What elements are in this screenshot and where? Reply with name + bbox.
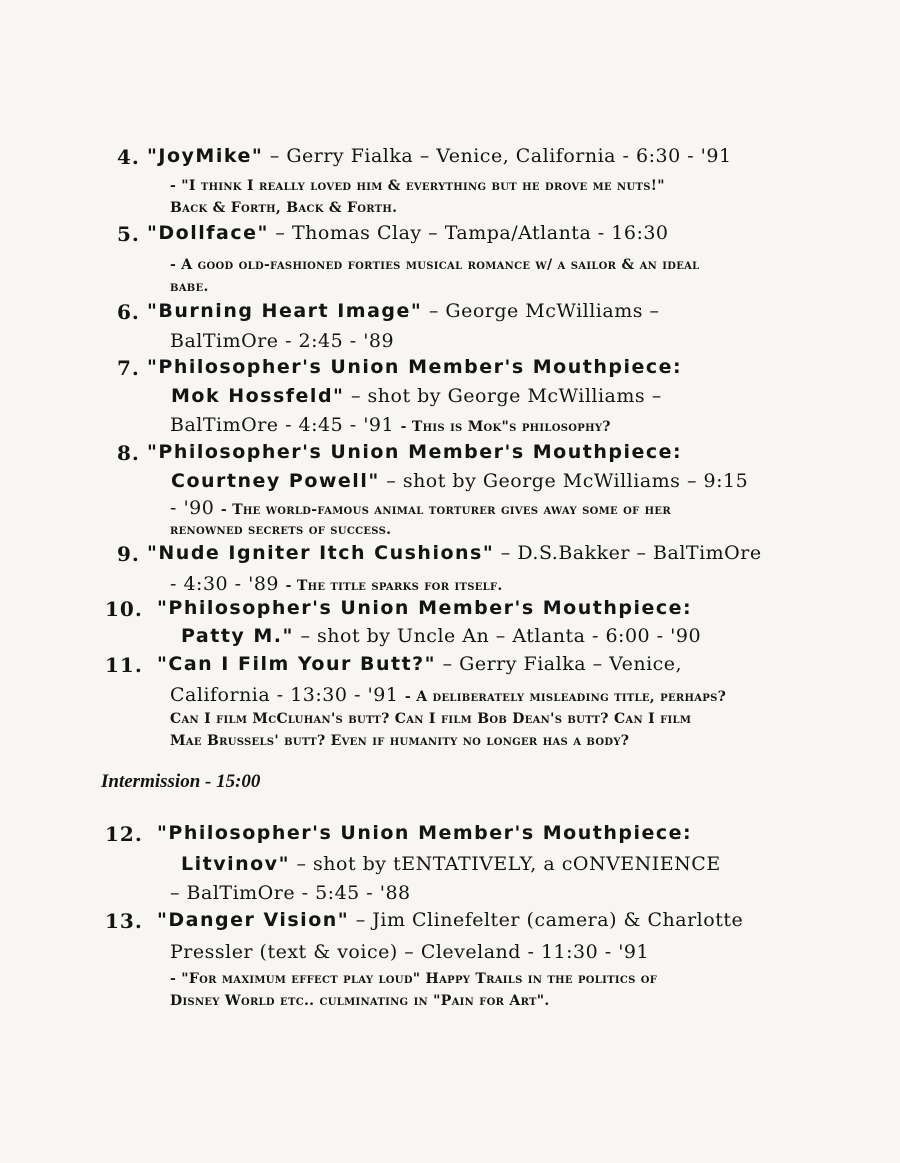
film-title: "Dollface" [147,222,269,244]
film-title: "Nude Igniter Itch Cushions" [147,542,495,564]
film-title: Patty M." [181,625,294,647]
film-description: babe. [170,279,209,295]
entry-line [170,330,394,352]
entry-number: 11. [105,653,143,677]
entry-line [171,385,662,407]
film-description: - "For maximum effect play loud" Happy Trails in the politics of [170,971,658,987]
entry-number: 7. [117,356,140,380]
film-credit: – Gerry Fialka – Venice, [436,653,683,675]
film-description: - "I think I really loved him & everything but he drove me nuts!" [170,178,665,194]
film-credit: – D.S.Bakker – BalTimOre [494,542,762,564]
film-title: "Danger Vision" [157,909,350,931]
film-credit: BalTimOre - 4:45 - '91 [170,414,401,436]
entry-line [170,414,611,436]
film-title: Courtney Powell" [171,470,380,492]
film-description: Back & Forth, Back & Forth. [170,200,398,216]
film-credit: - 4:30 - '89 [170,573,286,595]
film-credit: BalTimOre - 2:45 - '89 [170,330,395,352]
entry-line [147,300,660,322]
film-credit: - '90 [170,497,221,519]
film-credit: – shot by tENTATIVELY, a cONVENIENCE [289,853,721,875]
entry-line [170,941,649,963]
film-description: Disney World etc.. culminating in "Pain for Art". [170,993,550,1009]
entry-number: 9. [117,542,140,566]
film-description: - The world-famous animal torturer gives away some of her [220,502,671,518]
entry-line [170,684,726,706]
entry-line [147,222,669,244]
entry-line [170,573,503,595]
entry-line [170,968,657,987]
entry-line [170,708,691,727]
film-credit: – Gerry Fialka – Venice, California - 6:30 - '91 [263,145,732,167]
film-credit: – BalTimOre - 5:45 - '88 [170,882,411,904]
film-title: "Philosopher's Union Member's Mouthpiece: [147,441,683,463]
entry-line [157,653,682,675]
film-description: - This is Mok"s philosophy? [400,419,611,435]
film-title: "Can I Film Your Butt?" [157,653,437,675]
entry-number: 12. [105,822,143,846]
entry-line [147,356,682,378]
film-title: "Burning Heart Image" [147,300,423,322]
film-title: Mok Hossfeld" [171,385,345,407]
film-description: - A deliberately misleading title, perhaps? [404,689,727,705]
film-description: Mae Brussels' butt? Even if humanity no longer has a body? [170,733,630,749]
entry-line [170,882,411,904]
film-title: "Philosopher's Union Member's Mouthpiece: [157,597,693,619]
film-credit: – shot by George McWilliams – [344,385,662,407]
entry-number: 13. [105,909,143,933]
intermission-heading: Intermission - 15:00 [101,771,261,792]
entry-line [170,497,671,519]
entry-line [157,597,692,619]
entry-line [170,197,397,216]
film-description: Can I film McCluhan's butt? Can I film Bob Dean's butt? Can I film [170,711,692,727]
film-credit: Pressler (text & voice) – Cleveland - 11:30 - '91 [170,941,650,963]
entry-line [147,441,682,463]
film-credit: California - 13:30 - '91 [170,684,405,706]
entry-line [147,145,732,167]
entry-line [147,542,762,564]
entry-number: 5. [117,222,140,246]
entry-line [181,853,721,875]
entry-line [170,276,209,295]
entry-line [157,822,692,844]
entry-line [170,519,391,538]
entry-number: 6. [117,300,140,324]
film-title: "Philosopher's Union Member's Mouthpiece: [157,822,693,844]
entry-line [170,254,700,273]
film-title: "JoyMike" [147,145,264,167]
film-title: Litvinov" [181,853,290,875]
entry-number: 4. [117,145,140,169]
film-description: renowned secrets of success. [170,522,392,538]
film-credit: – shot by George McWilliams – 9:15 [379,470,749,492]
entry-line [170,730,629,749]
film-description: - A good old-fashioned forties musical romance w/ a sailor & an ideal [170,257,700,273]
entry-line [170,990,550,1009]
entry-line [181,625,701,647]
entry-number: 8. [117,441,140,465]
entry-number: 10. [105,597,143,621]
entry-line [157,909,743,931]
film-credit: – George McWilliams – [422,300,660,322]
entry-line [170,175,665,194]
film-credit: – shot by Uncle An – Atlanta - 6:00 - '90 [293,625,702,647]
film-credit: – Thomas Clay – Tampa/Atlanta - 16:30 [268,222,669,244]
film-description: - The title sparks for itself. [285,578,503,594]
film-title: "Philosopher's Union Member's Mouthpiece: [147,356,683,378]
film-credit: – Jim Clinefelter (camera) & Charlotte [349,909,744,931]
entry-line [171,470,748,492]
